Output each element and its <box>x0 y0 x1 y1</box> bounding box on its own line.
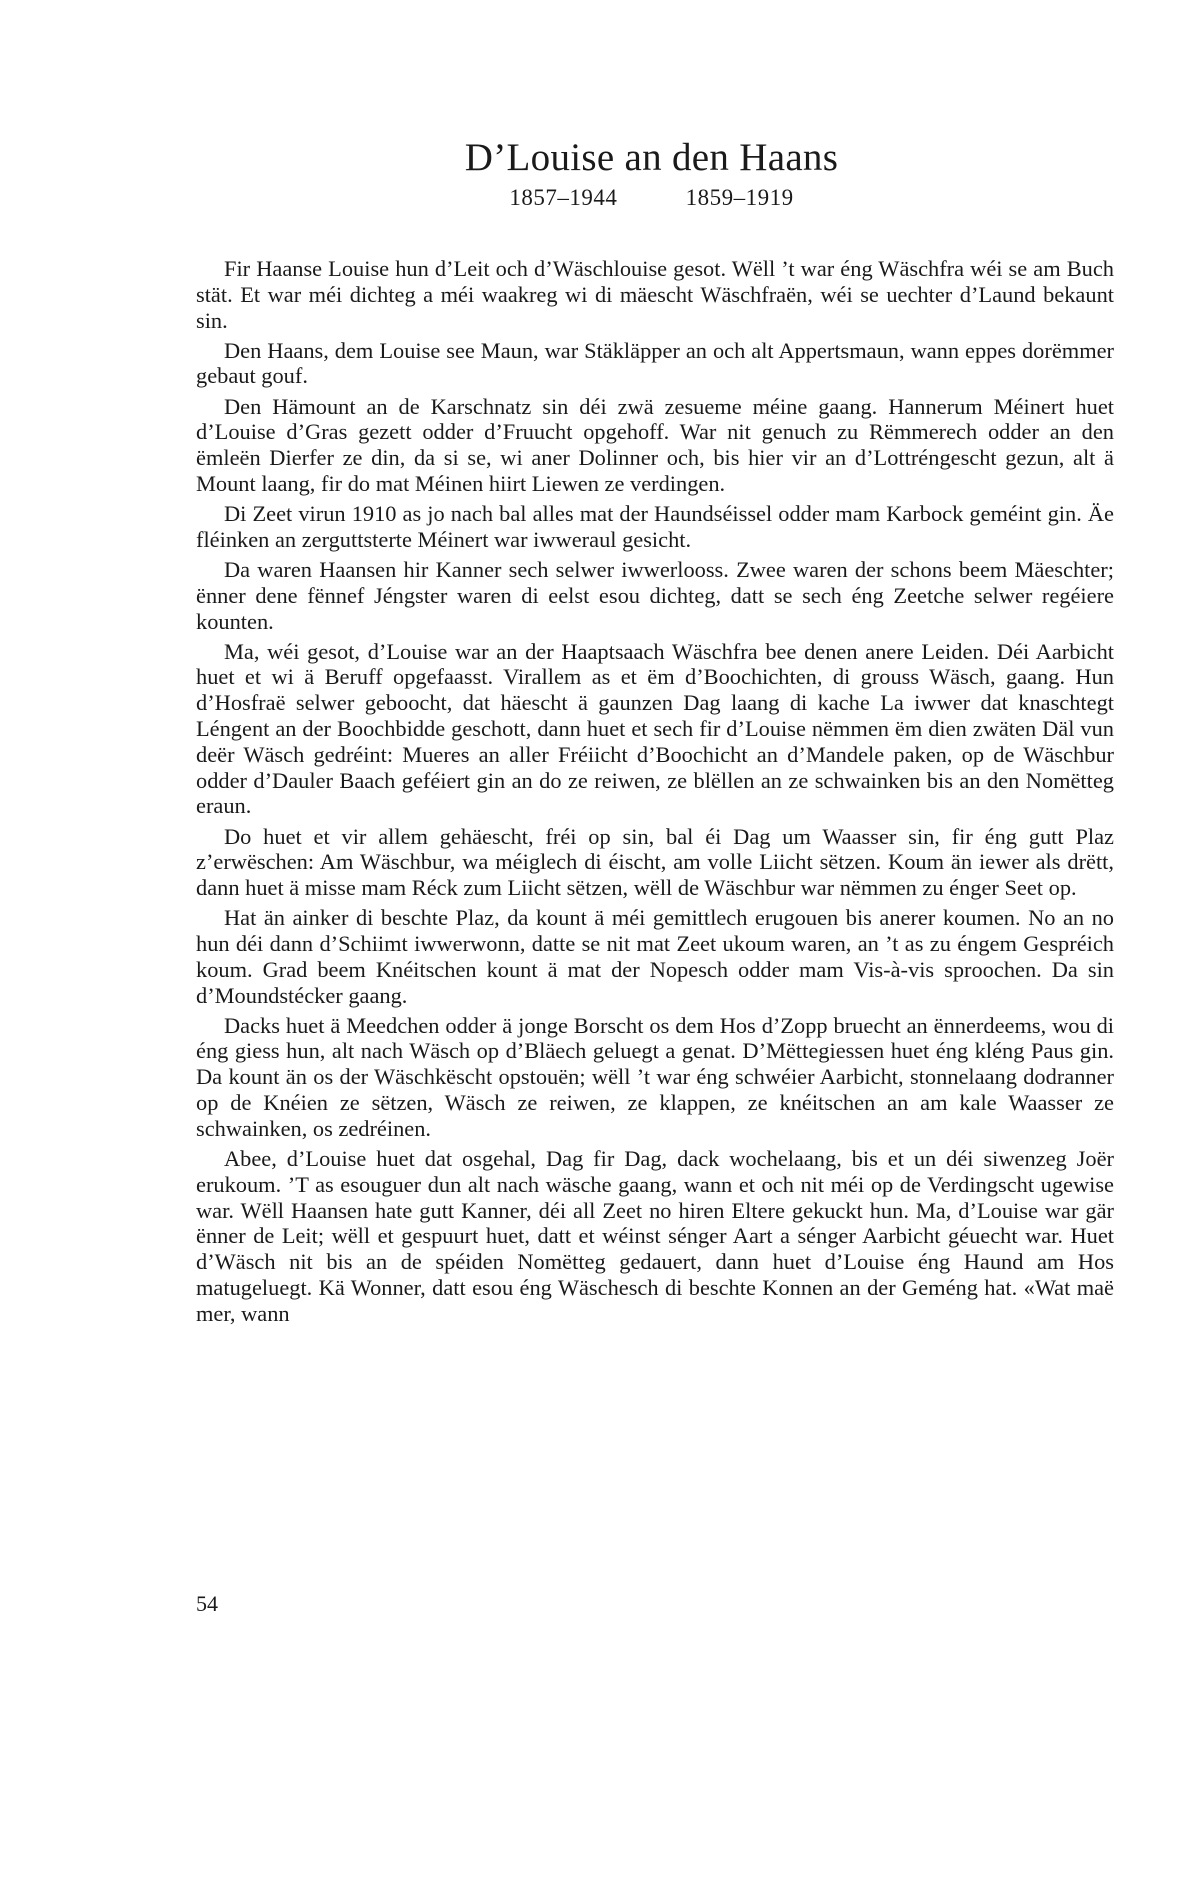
paragraph: Dacks huet ä Meedchen odder ä jonge Borscht os dem Hos d’Zopp bruecht an ënnerdeems, wou di éng giess hun, alt nach Wäsch op d’Bläech geluegt a genat. D’Mëttegiessen huet éng kléng Paus gin. Da kount än os der Wäschkëscht opstouën; wëll ’t war éng schwéier Aarbicht, stonnelaang dodranner op de Knéien ze sëtzen, Wäsch ze reiwen, ze klappen, ze knéitschen an am kale Waasser ze schwainken, os zedréinen. <box>196 1012 1114 1141</box>
chapter-header <box>0 136 1197 212</box>
chapter-title: D’Louise an den Haans <box>464 136 839 179</box>
paragraph: Abee, d’Louise huet dat osgehal, Dag fir Dag, dack wochelaang, bis et un déi siwenzeg Joër erukoum. ’T as esouguer dun alt nach wäsche gaang, wann et och nit méi op de Verdingscht ugewise war. Wëll Haansen hate gutt Kanner, déi all Zeet no hiren Eltere gekuckt hun. Ma, d’Louise war gär ënner de Leit; wëll et gespuurt huet, datt et wéinst sénger Aart a sénger Aarbicht géuecht war. Huet d’Wäsch nit bis an de spéiden Nomëtteg gedauert, dann huet d’Louise éng Haund am Hos matugeluegt. Kä Wonner, datt esou éng Wäschesch di beschte Konnen an der Geméng hat. «Wat maë mer, wann <box>196 1145 1114 1326</box>
date-haans: 1859–1919 <box>685 185 794 210</box>
paragraph: Da waren Haansen hir Kanner sech selwer iwwerlooss. Zwee waren der schons beem Mäeschter; ënner dene fënnef Jéngster waren di eelst esou dichteg, datt se sech éng Zeetche selwer regéiere kounten. <box>196 556 1114 634</box>
life-dates <box>106 184 1197 212</box>
paragraph: Den Haans, dem Louise see Maun, war Stäkläpper an och alt Appertsmaun, wann eppes dorëmmer gebaut gouf. <box>196 337 1114 389</box>
paragraph: Ma, wéi gesot, d’Louise war an der Haaptsaach Wäschfra bee denen anere Leiden. Déi Aarbicht huet et wi ä Beruff opgefaasst. Virallem as et ëm d’Boochichten, di grouss Wäsch, gaang. Hun d’Hosfraë selwer geboocht, dat häescht ä gaunzen Dag laang di kache La iwwer dat knaschtegt Léngent an der Boochbidde geschott, dann huet et sech fir d’Louise nëmmen ëm dien zwäten Däl vun deër Wäsch gedréint: Mueres an aller Fréiicht d’Boochicht an d’Mandele paken, op de Wäschbur odder d’Dauler Baach geféiert gin an do ze reiwen, ze blëllen an ze schwainken bis an den Nomëtteg eraun. <box>196 638 1114 819</box>
paragraph: Den Hämount an de Karschnatz sin déi zwä zesueme méine gaang. Hannerum Méinert huet d’Louise d’Gras gezett odder d’Fruucht opgehoff. War nit genuch zu Rëmmerech odder an den ëmleën Dierfer ze din, da si se, wi aner Dolinner och, bis hier vir an d’Lottréngescht gezun, alt ä Mount laang, fir do mat Méinen hiirt Liewen ze verdingen. <box>196 393 1114 496</box>
paragraph: Hat än ainker di beschte Plaz, da kount ä méi gemittlech erugouen bis anerer koumen. No an no hun déi dann d’Schiimt iwwerwonn, datte se nit mat Zeet ukoum waren, an ’t as zu éngem Gespréich koum. Grad beem Knéitschen kount ä mat der Nopesch odder mam Vis-à-vis sproochen. Da sin d’Moundstécker gaang. <box>196 905 1114 1008</box>
date-louise: 1857–1944 <box>509 185 618 210</box>
page-number: 54 <box>196 1591 218 1616</box>
body-text <box>196 256 1114 1331</box>
paragraph: Fir Haanse Louise hun d’Leit och d’Wäschlouise gesot. Wëll ’t war éng Wäschfra wéi se am Buch stät. Et war méi dichteg a méi waakreg wi di mäescht Wäschfraën, wéi se uechter d’Laund bekaunt sin. <box>196 256 1114 333</box>
paragraph: Di Zeet virun 1910 as jo nach bal alles mat der Haundséissel odder mam Karbock geméint gin. Äe fléinken an zerguttsterte Méinert war iwweraul gesicht. <box>196 501 1114 552</box>
paragraph: Do huet et vir allem gehäescht, fréi op sin, bal éi Dag um Waasser sin, fir éng gutt Plaz z’erwëschen: Am Wäschbur, wa méiglech di éischt, am volle Liicht sëtzen. Koum än iewer als drëtt, dann huet ä misse mam Réck zum Liicht sëtzen, wëll de Wäschbur war nëmmen zu énger Seet op. <box>196 823 1114 901</box>
